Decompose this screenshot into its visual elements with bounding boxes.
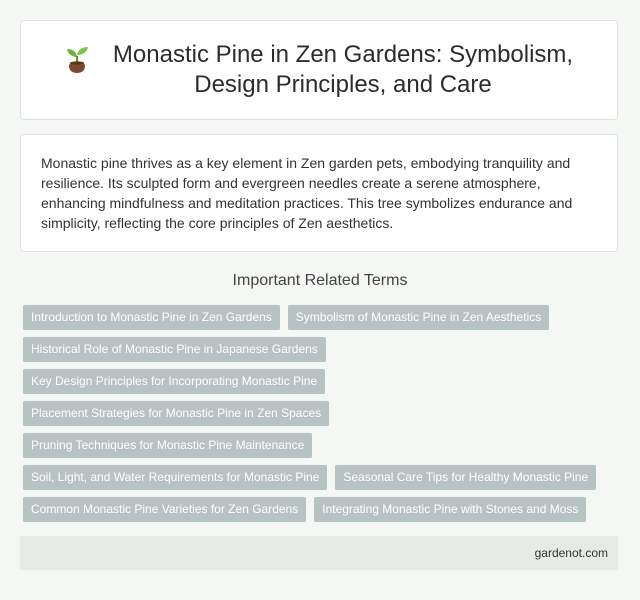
tag-intro-monastic-pine[interactable]: Introduction to Monastic Pine in Zen Gardens — [23, 305, 280, 330]
tag-historical-role[interactable]: Historical Role of Monastic Pine in Japanese Gardens — [23, 337, 326, 362]
site-link[interactable]: gardenot.com — [534, 546, 608, 560]
tag-row — [23, 433, 623, 458]
tag-row — [23, 305, 623, 330]
tag-symbolism[interactable]: Symbolism of Monastic Pine in Zen Aesthetics — [288, 305, 549, 330]
sprout-icon — [60, 42, 94, 76]
tag-row — [23, 337, 623, 362]
page-title: Monastic Pine in Zen Gardens: Symbolism, Design Principles, and Care — [112, 41, 574, 98]
related-terms-list — [23, 305, 623, 529]
intro-text: Monastic pine thrives as a key element in Zen garden pets, embodying tranquility and resilience. Its sculpted form and evergreen needles create a serene atmosphere, enhancing mindfulness and meditation practices. This tree symbolizes endurance and simplicity, reflecting the core principles of Zen aesthetics. — [41, 155, 573, 231]
related-terms-heading: Important Related Terms — [232, 272, 408, 289]
tag-stones-and-moss[interactable]: Integrating Monastic Pine with Stones and Moss — [314, 497, 586, 522]
intro-card — [20, 134, 618, 252]
tag-pruning-techniques[interactable]: Pruning Techniques for Monastic Pine Maintenance — [23, 433, 312, 458]
title-wrap — [60, 40, 578, 100]
tag-row — [23, 465, 623, 490]
footer — [20, 536, 618, 570]
tag-common-varieties[interactable]: Common Monastic Pine Varieties for Zen Gardens — [23, 497, 306, 522]
tag-row — [23, 497, 623, 522]
tag-placement-strategies[interactable]: Placement Strategies for Monastic Pine in Zen Spaces — [23, 401, 329, 426]
tag-design-principles[interactable]: Key Design Principles for Incorporating Monastic Pine — [23, 369, 325, 394]
tag-soil-light-water[interactable]: Soil, Light, and Water Requirements for Monastic Pine — [23, 465, 327, 490]
title-card — [20, 20, 618, 120]
tag-seasonal-care[interactable]: Seasonal Care Tips for Healthy Monastic Pine — [335, 465, 596, 490]
tag-row — [23, 369, 623, 394]
tag-row — [23, 401, 623, 426]
